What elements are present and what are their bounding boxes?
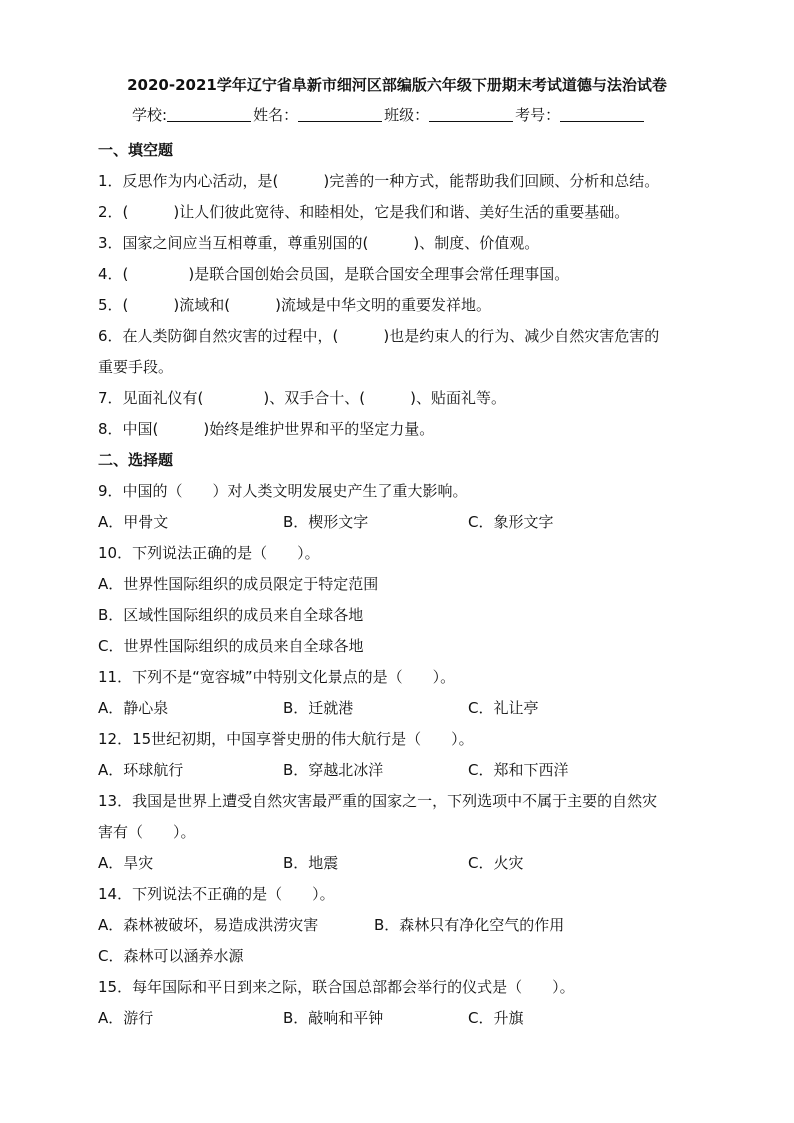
question-6-line-1: 6．在人类防御自然灾害的过程中，( )也是约束人的行为、减少自然灾害危害的 [98, 327, 660, 345]
exam-title: 2020-2021学年辽宁省阜新市细河区部编版六年级下册期末考试道德与法治试卷 [127, 76, 667, 94]
q12-option-a: A．环球航行 [98, 761, 184, 779]
question-13-line-2: 害有（ ）。 [98, 823, 196, 841]
q14-option-a: A．森林被破坏，易造成洪涝灾害 [98, 916, 319, 934]
q9-option-a: A．甲骨文 [98, 513, 169, 531]
school-label: 学校: [132, 106, 168, 124]
q15-option-c: C．升旗 [468, 1009, 524, 1027]
class-blank[interactable] [429, 107, 513, 122]
q13-option-c: C．火灾 [468, 854, 524, 872]
question-4: 4．( )是联合国创始会员国，是联合国安全理事会常任理事国。 [98, 265, 570, 283]
name-blank[interactable] [298, 107, 382, 122]
q10-option-a: A．世界性国际组织的成员限定于特定范围 [98, 575, 379, 593]
question-14: 14．下列说法不正确的是（ ）。 [98, 885, 335, 903]
question-6-line-2: 重要手段。 [98, 358, 174, 376]
q14-option-c: C．森林可以涵养水源 [98, 947, 244, 965]
school-blank[interactable] [167, 107, 251, 122]
question-5: 5．( )流域和( )流域是中华文明的重要发祥地。 [98, 296, 491, 314]
number-blank[interactable] [560, 107, 644, 122]
question-8: 8．中国( )始终是维护世界和平的坚定力量。 [98, 420, 435, 438]
q11-option-a: A．静心泉 [98, 699, 169, 717]
question-12: 12．15世纪初期，中国享誉史册的伟大航行是（ ）。 [98, 730, 474, 748]
q15-option-a: A．游行 [98, 1009, 154, 1027]
q10-option-c: C．世界性国际组织的成员来自全球各地 [98, 637, 364, 655]
q10-option-b: B．区域性国际组织的成员来自全球各地 [98, 606, 364, 624]
question-9: 9．中国的（ ）对人类文明发展史产生了重大影响。 [98, 482, 468, 500]
section-heading-fill-in: 一、填空题 [98, 141, 174, 159]
question-1: 1．反思作为内心活动，是( )完善的一种方式，能帮助我们回顾、分析和总结。 [98, 172, 660, 190]
question-7: 7．见面礼仪有( )、双手合十、( )、贴面礼等。 [98, 389, 506, 407]
section-heading-choice: 二、选择题 [98, 451, 174, 469]
q9-option-c: C．象形文字 [468, 513, 554, 531]
question-11: 11．下列不是“宽容城”中特别文化景点的是（ ）。 [98, 668, 456, 686]
q12-option-b: B．穿越北冰洋 [283, 761, 384, 779]
name-label: 姓名： [253, 106, 299, 124]
question-2: 2．( )让人们彼此宽待、和睦相处，它是我们和谐、美好生活的重要基础。 [98, 203, 630, 221]
student-info-row [132, 104, 646, 125]
question-10: 10．下列说法正确的是（ ）。 [98, 544, 320, 562]
q13-option-a: A．旱灾 [98, 854, 154, 872]
question-13-line-1: 13．我国是世界上遭受自然灾害最严重的国家之一，下列选项中不属于主要的自然灾 [98, 792, 658, 810]
question-3: 3．国家之间应当互相尊重，尊重别国的( )、制度、价值观。 [98, 234, 540, 252]
q11-option-c: C．礼让亭 [468, 699, 539, 717]
q15-option-b: B．敲响和平钟 [283, 1009, 384, 1027]
q12-option-c: C．郑和下西洋 [468, 761, 569, 779]
q11-option-b: B．迁就港 [283, 699, 354, 717]
q9-option-b: B．楔形文字 [283, 513, 369, 531]
class-label: 班级： [384, 106, 430, 124]
q14-option-b: B．森林只有净化空气的作用 [374, 916, 565, 934]
q13-option-b: B．地震 [283, 854, 339, 872]
question-15: 15．每年国际和平日到来之际，联合国总部都会举行的仪式是（ ）。 [98, 978, 575, 996]
number-label: 考号： [515, 106, 561, 124]
